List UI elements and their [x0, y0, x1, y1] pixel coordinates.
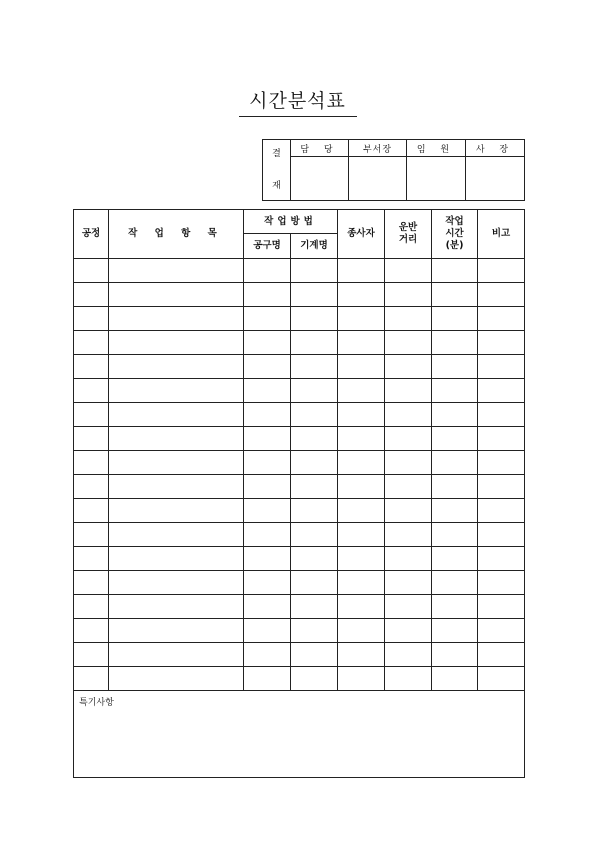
approval-box [262, 139, 525, 201]
cell-tool-name[interactable] [244, 571, 291, 595]
cell-work-item[interactable] [109, 355, 244, 379]
cell-transport-distance[interactable] [385, 451, 432, 475]
cell-machine-name[interactable] [291, 475, 338, 499]
cell-transport-distance[interactable] [385, 547, 432, 571]
cell-work-item[interactable] [109, 427, 244, 451]
cell-machine-name[interactable] [291, 355, 338, 379]
cell-tool-name[interactable] [244, 547, 291, 571]
cell-work-item[interactable] [109, 259, 244, 283]
cell-machine-name[interactable] [291, 307, 338, 331]
table-row [74, 259, 525, 283]
cell-transport-distance[interactable] [385, 427, 432, 451]
cell-machine-name[interactable] [291, 595, 338, 619]
cell-transport-distance[interactable] [385, 595, 432, 619]
cell-tool-name[interactable] [244, 499, 291, 523]
header-process: 공정 [74, 210, 109, 259]
cell-transport-distance[interactable] [385, 331, 432, 355]
cell-process[interactable] [74, 643, 109, 667]
cell-transport-distance[interactable] [385, 475, 432, 499]
cell-work-time[interactable] [432, 427, 478, 451]
cell-note[interactable] [478, 451, 525, 475]
cell-process[interactable] [74, 547, 109, 571]
header-time-line3: (분) [445, 240, 464, 251]
table-row [74, 355, 525, 379]
header-note: 비고 [478, 210, 525, 259]
title-underline [239, 116, 357, 117]
cell-work-time[interactable] [432, 667, 478, 691]
table-body [74, 259, 525, 691]
approval-header-manager: 담 당 [291, 140, 349, 157]
cell-machine-name[interactable] [291, 331, 338, 355]
cell-transport-distance[interactable] [385, 643, 432, 667]
cell-work-item[interactable] [109, 619, 244, 643]
cell-worker[interactable] [338, 331, 385, 355]
cell-note[interactable] [478, 331, 525, 355]
cell-process[interactable] [74, 499, 109, 523]
cell-machine-name[interactable] [291, 283, 338, 307]
cell-tool-name[interactable] [244, 643, 291, 667]
cell-tool-name[interactable] [244, 379, 291, 403]
cell-transport-distance[interactable] [385, 667, 432, 691]
cell-transport-distance[interactable] [385, 499, 432, 523]
header-tool-name: 공구명 [244, 234, 291, 259]
cell-worker[interactable] [338, 595, 385, 619]
cell-transport-distance[interactable] [385, 379, 432, 403]
table-row [74, 475, 525, 499]
cell-work-time[interactable] [432, 595, 478, 619]
table-row [74, 331, 525, 355]
cell-transport-distance[interactable] [385, 283, 432, 307]
table-row [74, 283, 525, 307]
cell-transport-distance[interactable] [385, 355, 432, 379]
cell-work-time[interactable] [432, 475, 478, 499]
cell-transport-distance[interactable] [385, 619, 432, 643]
approval-header-dept-head: 부서장 [349, 140, 407, 157]
cell-machine-name[interactable] [291, 571, 338, 595]
cell-work-item[interactable] [109, 331, 244, 355]
header-time-line2: 시간 [445, 228, 464, 239]
time-analysis-table [73, 209, 525, 778]
cell-worker[interactable] [338, 667, 385, 691]
cell-process[interactable] [74, 331, 109, 355]
cell-worker[interactable] [338, 379, 385, 403]
cell-tool-name[interactable] [244, 355, 291, 379]
cell-note[interactable] [478, 643, 525, 667]
cell-work-item[interactable] [109, 499, 244, 523]
cell-work-item[interactable] [109, 307, 244, 331]
header-work-method: 작업방법 [244, 210, 338, 234]
remarks-cell[interactable] [74, 691, 525, 778]
cell-process[interactable] [74, 451, 109, 475]
cell-machine-name[interactable] [291, 259, 338, 283]
table-row [74, 379, 525, 403]
cell-worker[interactable] [338, 643, 385, 667]
document-title: 시간분석표 [249, 90, 346, 112]
cell-work-time[interactable] [432, 331, 478, 355]
table-row [74, 667, 525, 691]
approval-sign-dept-head[interactable] [349, 157, 407, 201]
cell-work-item[interactable] [109, 451, 244, 475]
cell-work-time[interactable] [432, 547, 478, 571]
cell-machine-name[interactable] [291, 499, 338, 523]
cell-tool-name[interactable] [244, 259, 291, 283]
cell-process[interactable] [74, 619, 109, 643]
header-transport-line2: 거리 [398, 234, 418, 245]
cell-machine-name[interactable] [291, 667, 338, 691]
cell-worker[interactable] [338, 499, 385, 523]
cell-worker[interactable] [338, 475, 385, 499]
cell-process[interactable] [74, 403, 109, 427]
cell-work-time[interactable] [432, 499, 478, 523]
cell-process[interactable] [74, 307, 109, 331]
cell-work-time[interactable] [432, 571, 478, 595]
cell-work-time[interactable] [432, 307, 478, 331]
approval-header-executive: 임 원 [407, 140, 466, 157]
cell-tool-name[interactable] [244, 523, 291, 547]
cell-note[interactable] [478, 595, 525, 619]
cell-process[interactable] [74, 427, 109, 451]
cell-transport-distance[interactable] [385, 523, 432, 547]
cell-process[interactable] [74, 667, 109, 691]
cell-worker[interactable] [338, 403, 385, 427]
cell-tool-name[interactable] [244, 307, 291, 331]
table-row [74, 571, 525, 595]
cell-work-time[interactable] [432, 379, 478, 403]
cell-tool-name[interactable] [244, 427, 291, 451]
cell-transport-distance[interactable] [385, 571, 432, 595]
header-worker: 종사자 [338, 210, 385, 259]
cell-tool-name[interactable] [244, 595, 291, 619]
cell-work-item[interactable] [109, 595, 244, 619]
cell-worker[interactable] [338, 427, 385, 451]
cell-work-item[interactable] [109, 667, 244, 691]
cell-process[interactable] [74, 283, 109, 307]
cell-note[interactable] [478, 307, 525, 331]
cell-process[interactable] [74, 523, 109, 547]
cell-work-item[interactable] [109, 403, 244, 427]
cell-work-item[interactable] [109, 547, 244, 571]
cell-note[interactable] [478, 475, 525, 499]
cell-work-time[interactable] [432, 283, 478, 307]
approval-sign-manager[interactable] [291, 157, 349, 201]
table-row [74, 547, 525, 571]
cell-machine-name[interactable] [291, 643, 338, 667]
cell-process[interactable] [74, 259, 109, 283]
table-row [74, 307, 525, 331]
cell-transport-distance[interactable] [385, 307, 432, 331]
cell-machine-name[interactable] [291, 379, 338, 403]
cell-work-time[interactable] [432, 403, 478, 427]
cell-note[interactable] [478, 259, 525, 283]
cell-machine-name[interactable] [291, 403, 338, 427]
table-row [74, 427, 525, 451]
cell-machine-name[interactable] [291, 547, 338, 571]
cell-worker[interactable] [338, 307, 385, 331]
header-machine-name: 기계명 [291, 234, 338, 259]
approval-sign-executive[interactable] [407, 157, 466, 201]
cell-work-item[interactable] [109, 571, 244, 595]
cell-transport-distance[interactable] [385, 259, 432, 283]
cell-note[interactable] [478, 571, 525, 595]
cell-tool-name[interactable] [244, 283, 291, 307]
table-row [74, 619, 525, 643]
cell-tool-name[interactable] [244, 475, 291, 499]
remarks-label: 특기사항 [79, 698, 114, 708]
table-row [74, 499, 525, 523]
cell-work-time[interactable] [432, 259, 478, 283]
header-work-item: 작 업 항 목 [109, 210, 244, 259]
cell-process[interactable] [74, 379, 109, 403]
cell-worker[interactable] [338, 259, 385, 283]
cell-note[interactable] [478, 427, 525, 451]
cell-machine-name[interactable] [291, 451, 338, 475]
cell-work-item[interactable] [109, 283, 244, 307]
cell-tool-name[interactable] [244, 667, 291, 691]
table-row [74, 643, 525, 667]
cell-note[interactable] [478, 523, 525, 547]
table-row [74, 451, 525, 475]
cell-work-item[interactable] [109, 475, 244, 499]
cell-tool-name[interactable] [244, 331, 291, 355]
cell-note[interactable] [478, 547, 525, 571]
cell-transport-distance[interactable] [385, 403, 432, 427]
cell-tool-name[interactable] [244, 619, 291, 643]
cell-worker[interactable] [338, 355, 385, 379]
cell-note[interactable] [478, 283, 525, 307]
header-time-line1: 작업 [445, 216, 464, 227]
cell-worker[interactable] [338, 619, 385, 643]
cell-worker[interactable] [338, 547, 385, 571]
approval-label-line2: 재 [272, 181, 281, 191]
approval-sign-president[interactable] [466, 157, 525, 201]
cell-work-item[interactable] [109, 643, 244, 667]
header-transport-line1: 운반 [398, 222, 418, 233]
cell-process[interactable] [74, 595, 109, 619]
cell-worker[interactable] [338, 571, 385, 595]
cell-machine-name[interactable] [291, 619, 338, 643]
table-row [74, 403, 525, 427]
cell-process[interactable] [74, 571, 109, 595]
cell-worker[interactable] [338, 283, 385, 307]
cell-work-time[interactable] [432, 643, 478, 667]
cell-work-time[interactable] [432, 355, 478, 379]
cell-process[interactable] [74, 475, 109, 499]
cell-worker[interactable] [338, 451, 385, 475]
cell-tool-name[interactable] [244, 451, 291, 475]
cell-process[interactable] [74, 355, 109, 379]
cell-worker[interactable] [338, 523, 385, 547]
cell-machine-name[interactable] [291, 427, 338, 451]
cell-work-time[interactable] [432, 523, 478, 547]
table-row [74, 595, 525, 619]
cell-work-item[interactable] [109, 523, 244, 547]
cell-machine-name[interactable] [291, 523, 338, 547]
header-transport-distance [385, 210, 432, 259]
cell-work-time[interactable] [432, 619, 478, 643]
cell-tool-name[interactable] [244, 403, 291, 427]
cell-work-time[interactable] [432, 451, 478, 475]
cell-note[interactable] [478, 667, 525, 691]
cell-note[interactable] [478, 499, 525, 523]
approval-label-line1: 결 [272, 149, 281, 159]
cell-note[interactable] [478, 619, 525, 643]
approval-header-president: 사 장 [466, 140, 525, 157]
approval-label [263, 140, 291, 201]
table-row [74, 523, 525, 547]
header-work-time [432, 210, 478, 259]
cell-note[interactable] [478, 379, 525, 403]
cell-work-item[interactable] [109, 379, 244, 403]
cell-note[interactable] [478, 403, 525, 427]
cell-note[interactable] [478, 355, 525, 379]
